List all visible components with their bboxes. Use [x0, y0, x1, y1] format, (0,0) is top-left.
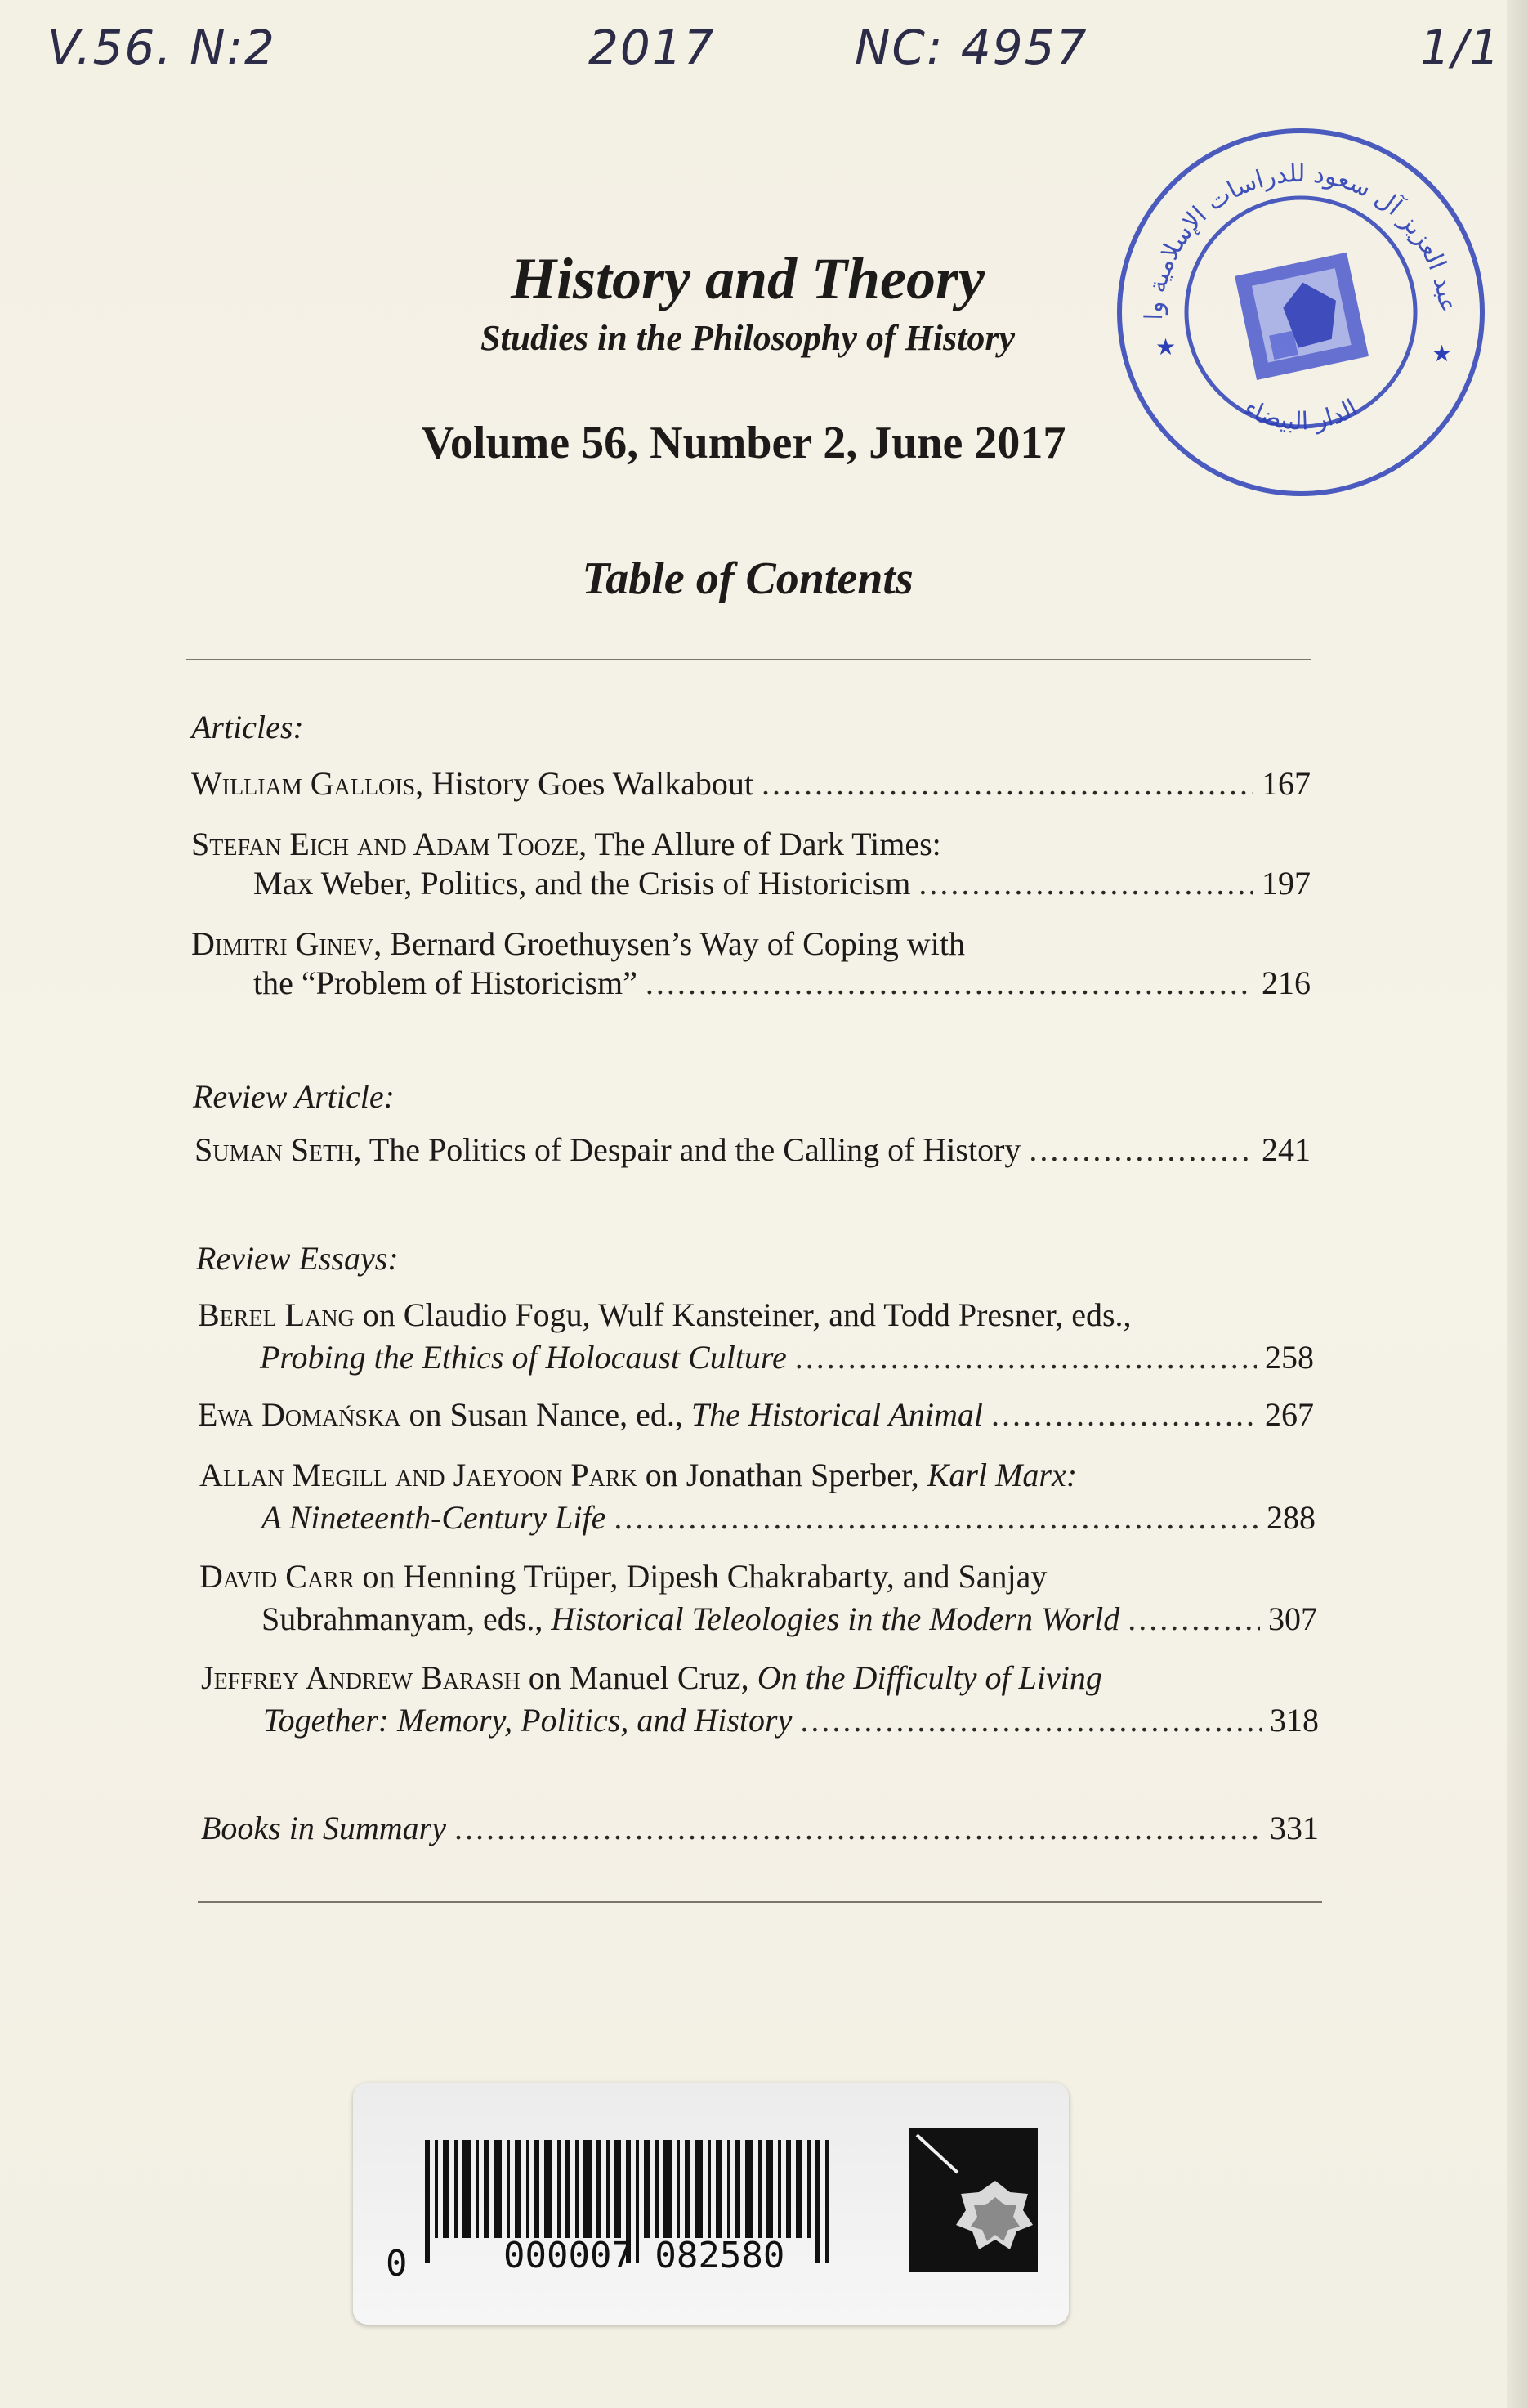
- dot-leader: [646, 961, 1253, 1005]
- entry-author: Berel Lang: [198, 1296, 355, 1333]
- stamp-bottom-text: الدار البيضاء: [1239, 393, 1363, 436]
- handwritten-copy-note: 1/1: [1420, 20, 1502, 75]
- entry-title: Books in Summary: [201, 1810, 446, 1846]
- entry-author: David Carr: [199, 1558, 355, 1595]
- entry-title: on Henning Trüper, Dipesh Chakrabarty, and Sanjay: [354, 1558, 1048, 1595]
- entry-author: Jeffrey Andrew Barash: [201, 1659, 521, 1696]
- dot-leader: [991, 1393, 1257, 1437]
- entry-title-cont: the “Problem of Historicism”: [253, 965, 637, 1001]
- handwritten-nc-note: NC: 4957: [855, 20, 1088, 75]
- barcode-leading-digit: 0: [386, 2243, 408, 2285]
- dot-leader: [1128, 1597, 1260, 1641]
- entry-title: on Claudio Fogu, Wulf Kansteiner, and Todd Presner, eds.,: [354, 1296, 1132, 1333]
- barcode-icon: [353, 2083, 1069, 2325]
- toc-entry-megill-park-cont[interactable]: [261, 1496, 1316, 1540]
- dot-leader: [918, 862, 1253, 906]
- entry-page-number: 241: [1262, 1131, 1311, 1168]
- entry-author: Ewa Domańska: [198, 1396, 401, 1433]
- barcode-sticker: [353, 2083, 1069, 2325]
- top-rule: [186, 659, 1311, 660]
- articles-heading: Articles:: [191, 709, 304, 745]
- entry-title: on Susan Nance, ed.,: [400, 1396, 691, 1433]
- toc-entry-domanska[interactable]: [198, 1393, 1314, 1437]
- entry-title-italic: Historical Teleologies in the Modern World: [551, 1600, 1120, 1637]
- dot-leader: [614, 1496, 1258, 1540]
- toc-entry-megill-park[interactable]: [199, 1453, 1077, 1497]
- toc-entry-barash-cont[interactable]: [263, 1699, 1319, 1743]
- entry-title-cont: A Nineteenth-Century Life: [261, 1499, 606, 1536]
- toc-entry-eich-tooze-cont[interactable]: [253, 862, 1311, 906]
- entry-page-number: 267: [1265, 1396, 1314, 1433]
- entry-author: Suman Seth: [194, 1131, 354, 1168]
- entry-page-number: 258: [1265, 1339, 1314, 1376]
- review-essays-heading: Review Essays:: [196, 1240, 399, 1277]
- toc-entry-eich-tooze[interactable]: [191, 822, 941, 866]
- entry-page-number: 216: [1262, 965, 1311, 1001]
- dot-leader: [762, 762, 1253, 806]
- page-edge: [1507, 0, 1528, 2408]
- entry-author: Dimitri Ginev: [191, 925, 374, 962]
- entry-title-cont: Probing the Ethics of Holocaust Culture: [260, 1339, 787, 1376]
- toc-heading: Table of Contents: [582, 553, 914, 604]
- barcode-number: 000007 082580: [503, 2235, 785, 2276]
- dot-leader: [800, 1699, 1262, 1743]
- entry-title-italic: On the Difficulty of Living: [757, 1659, 1102, 1696]
- dot-leader: [795, 1336, 1257, 1380]
- toc-entry-gallois[interactable]: [191, 762, 1311, 806]
- toc-entry-books-in-summary[interactable]: [201, 1806, 1319, 1851]
- entry-title: on Jonathan Sperber,: [637, 1457, 927, 1493]
- dot-leader: [1029, 1128, 1253, 1172]
- svg-text:★: ★: [1155, 335, 1177, 360]
- entry-title: , The Politics of Despair and the Calling of History: [353, 1131, 1021, 1168]
- entry-page-number: 197: [1262, 865, 1311, 902]
- toc-entry-carr-cont[interactable]: [261, 1597, 1317, 1641]
- entry-page-number: 288: [1267, 1499, 1316, 1536]
- entry-author: Allan Megill and Jaeyoon Park: [199, 1457, 637, 1493]
- svg-text:★: ★: [1432, 342, 1453, 367]
- entry-title-cont: Max Weber, Politics, and the Crisis of Historicism: [253, 865, 911, 902]
- dot-leader: [454, 1806, 1262, 1851]
- toc-entry-lang-cont[interactable]: [260, 1336, 1314, 1380]
- journal-subtitle: Studies in the Philosophy of History: [480, 318, 1015, 358]
- journal-title: History and Theory: [510, 246, 985, 311]
- entry-page-number: 331: [1270, 1810, 1319, 1846]
- toc-entry-carr[interactable]: [199, 1555, 1047, 1599]
- toc-entry-seth[interactable]: [194, 1128, 1311, 1172]
- handwritten-year-note: 2017: [588, 20, 716, 75]
- toc-entry-ginev-cont[interactable]: [253, 961, 1311, 1005]
- handwritten-volume-note: V.56. N:2: [47, 20, 276, 75]
- entry-page-number: 167: [1262, 765, 1311, 802]
- toc-entry-barash[interactable]: [201, 1656, 1102, 1700]
- entry-title: on Manuel Cruz,: [520, 1659, 757, 1696]
- entry-page-number: 318: [1270, 1702, 1319, 1739]
- entry-title-cont: Subrahmanyam, eds.,: [261, 1600, 552, 1637]
- entry-title-cont: Together: Memory, Politics, and History: [263, 1702, 793, 1739]
- entry-title-italic: Karl Marx:: [927, 1457, 1078, 1493]
- toc-entry-lang[interactable]: [198, 1293, 1132, 1337]
- entry-title: , History Goes Walkabout: [415, 765, 753, 802]
- toc-entry-ginev[interactable]: [191, 922, 965, 966]
- entry-title-italic: The Historical Animal: [690, 1396, 983, 1433]
- review-article-heading: Review Article:: [193, 1078, 395, 1115]
- entry-title: , The Allure of Dark Times:: [579, 826, 941, 862]
- volume-line: Volume 56, Number 2, June 2017: [421, 418, 1066, 468]
- entry-title: , Bernard Groethuysen’s Way of Coping with: [373, 925, 966, 962]
- entry-author: William Gallois: [191, 765, 416, 802]
- entry-author: Stefan Eich and Adam Tooze: [191, 826, 579, 862]
- bottom-rule: [198, 1901, 1322, 1903]
- stamp-arc-text: عبد العزيز آل سعود للدراسات الإسلامية وا: [1139, 159, 1462, 320]
- entry-page-number: 307: [1268, 1600, 1317, 1637]
